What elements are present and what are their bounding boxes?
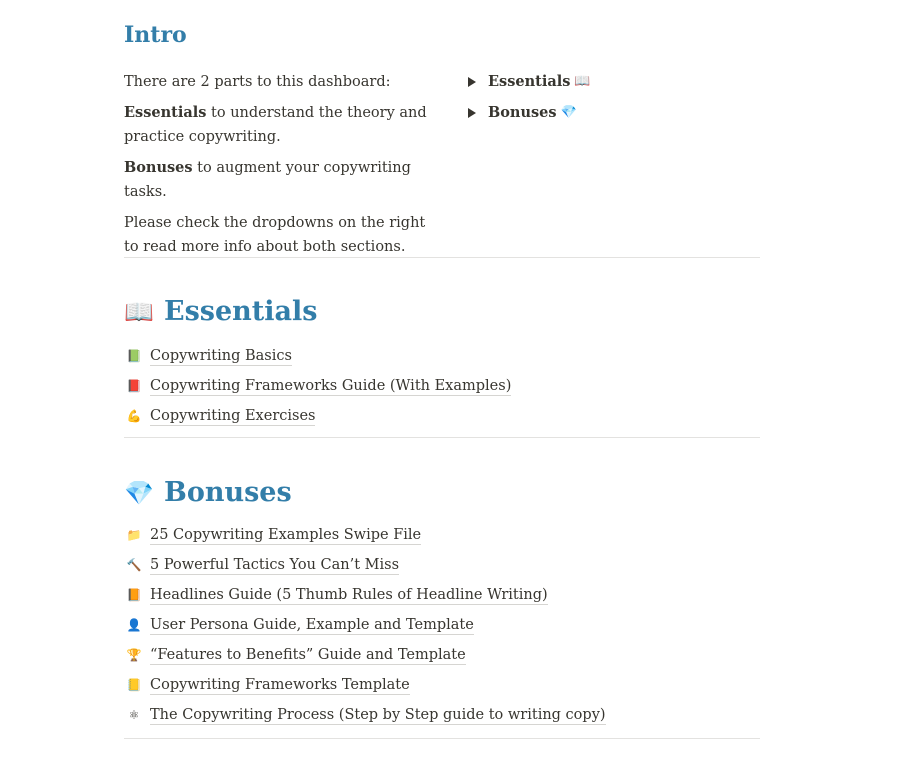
divider [124, 437, 760, 438]
list-item[interactable] [124, 550, 760, 580]
intro-toggle-column [468, 70, 758, 132]
intro-line-dropdowns: Please check the dropdowns on the right to read more info about both sections. [124, 215, 426, 255]
essentials-link-list [124, 341, 760, 431]
intro-line-bonuses [124, 156, 429, 204]
page-link-swipe-file[interactable]: 25 Copywriting Examples Swipe File [150, 526, 422, 543]
page-link-powerful-tactics[interactable]: 5 Powerful Tactics You Can’t Miss [150, 556, 400, 573]
gem-icon: 💎 [560, 105, 577, 120]
list-item[interactable] [124, 610, 760, 640]
hammer-icon: 🔨 [126, 558, 142, 572]
bonuses-heading-text: Bonuses [164, 477, 292, 508]
intro-line-parts: There are 2 parts to this dashboard: [124, 74, 391, 90]
open-book-icon: 📖 [124, 297, 154, 326]
essentials-heading-text: Essentials [164, 296, 318, 327]
bonuses-description: to augment your copywriting tasks. [124, 160, 411, 200]
bonuses-link-list [124, 520, 760, 730]
gem-icon: 💎 [124, 478, 154, 507]
intro-line-essentials [124, 101, 429, 149]
list-item[interactable] [124, 371, 760, 401]
list-item[interactable] [124, 341, 760, 371]
divider [124, 738, 760, 739]
page-link-frameworks-template[interactable]: Copywriting Frameworks Template [150, 676, 410, 693]
list-item[interactable] [124, 670, 760, 700]
list-item[interactable] [124, 640, 760, 670]
toggle-bonuses-label[interactable]: Bonuses [488, 104, 557, 121]
trophy-icon: 🏆 [126, 648, 142, 662]
page-link-frameworks-guide[interactable]: Copywriting Frameworks Guide (With Examples) [150, 377, 512, 394]
toggle-essentials[interactable] [468, 70, 758, 94]
atom-symbol-icon: ⚛ [128, 708, 140, 722]
page-link-user-persona[interactable]: User Persona Guide, Example and Template [150, 616, 474, 633]
toggle-arrow-icon[interactable] [468, 77, 476, 87]
flexed-biceps-icon: 💪 [126, 409, 142, 423]
page-link-copywriting-process[interactable]: The Copywriting Process (Step by Step guide to writing copy) [150, 706, 606, 723]
toggle-essentials-label[interactable]: Essentials [488, 73, 571, 90]
page-link-copywriting-basics[interactable]: Copywriting Basics [150, 347, 292, 364]
open-book-icon: 📖 [574, 74, 591, 89]
essentials-description: to understand the theory and practice copywriting. [124, 105, 427, 145]
ledger-icon: 📒 [126, 678, 142, 692]
list-item[interactable] [124, 700, 760, 730]
red-book-icon: 📕 [126, 379, 142, 393]
bonuses-heading [124, 477, 292, 508]
list-item[interactable] [124, 520, 760, 550]
essentials-heading [124, 296, 317, 327]
divider [124, 257, 760, 258]
intro-text-column [124, 70, 429, 266]
toggle-bonuses[interactable] [468, 101, 758, 125]
page-link-copywriting-exercises[interactable]: Copywriting Exercises [150, 407, 316, 424]
essentials-bold-label: Essentials [124, 104, 207, 121]
page-link-headlines-guide[interactable]: Headlines Guide (5 Thumb Rules of Headline Writing) [150, 586, 548, 603]
intro-heading: Intro [124, 22, 187, 48]
green-book-icon: 📗 [126, 349, 142, 363]
orange-book-icon: 📙 [126, 588, 142, 602]
toggle-arrow-icon[interactable] [468, 108, 476, 118]
list-item[interactable] [124, 580, 760, 610]
list-item[interactable] [124, 401, 760, 431]
bonuses-bold-label: Bonuses [124, 159, 193, 176]
page-link-features-to-benefits[interactable]: “Features to Benefits” Guide and Template [150, 646, 466, 663]
user-silhouette-icon: 👤 [126, 618, 142, 632]
folder-icon: 📁 [126, 528, 142, 542]
